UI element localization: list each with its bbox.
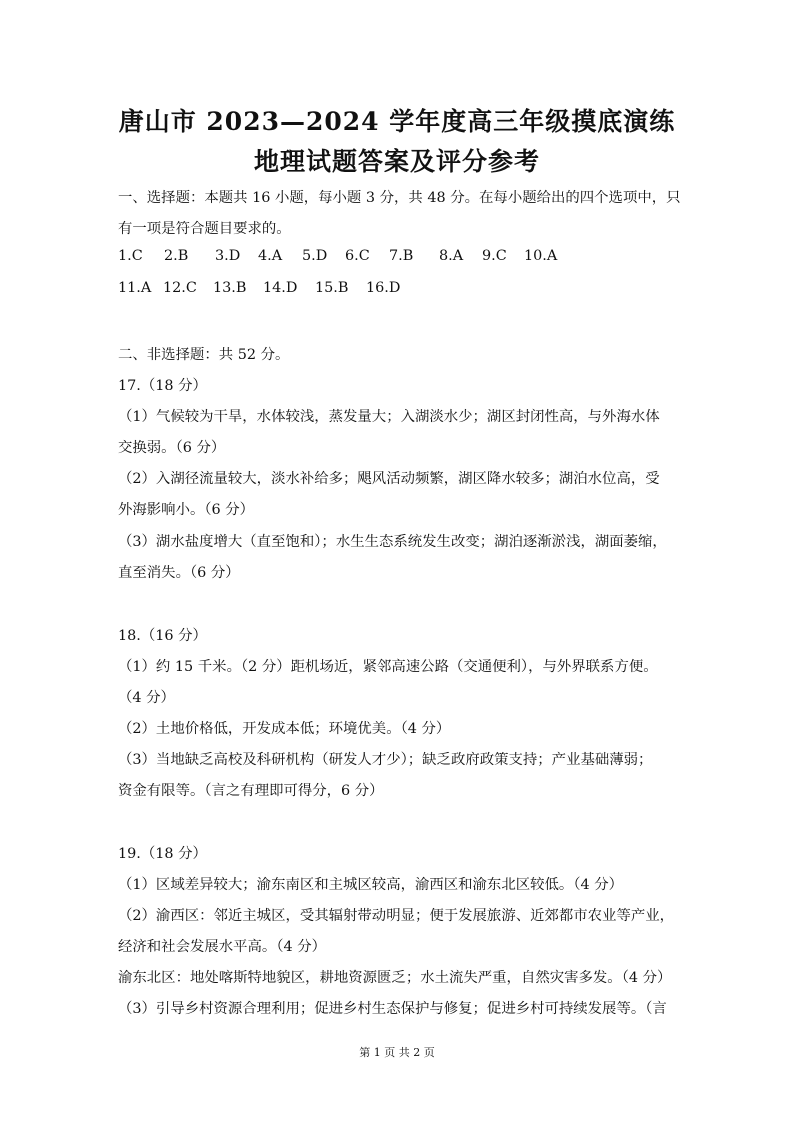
answer-item: 13.B (213, 280, 247, 296)
title-line-2: 地理试题答案及评分参考 (253, 147, 540, 176)
q19-line-4: 渝东北区：地处喀斯特地貌区，耕地资源匮乏；水土流失严重，自然灾害多发。（4 分） (118, 970, 672, 986)
section1-intro-line-1: 一、选择题：本题共 16 小题，每小题 3 分，共 48 分。在每小题给出的四个选项中，只 (118, 190, 681, 206)
q19-line-3: 经济和社会发展水平高。（4 分） (118, 939, 326, 955)
title-line-1: 唐山市 2023—2024 学年度高三年级摸底演练 (118, 107, 676, 136)
answer-item: 2.B (164, 248, 189, 264)
answer-item: 1.C (118, 248, 143, 264)
q18-line-2: （4 分） (118, 690, 175, 706)
q19-line-2: （2）渝西区：邻近主城区，受其辐射带动明显；便于发展旅游、近郊都市农业等产业， (118, 908, 675, 924)
answer-item: 4.A (258, 248, 283, 264)
answer-item: 15.B (315, 280, 349, 296)
answer-item: 3.D (215, 248, 241, 264)
q18-heading: 18.（16 分） (118, 628, 207, 644)
page-footer: 第 1 页 共 2 页 (359, 1046, 435, 1059)
answer-item: 6.C (345, 248, 370, 264)
answer-item: 10.A (524, 248, 558, 264)
q17-line-1: （1）气候较为干旱，水体较浅，蒸发量大；入湖淡水少；湖区封闭性高，与外海水体 (118, 409, 660, 425)
section2-heading: 二、非选择题：共 52 分。 (118, 347, 290, 363)
answer-item: 9.C (482, 248, 507, 264)
answer-item: 11.A (118, 280, 152, 296)
answer-item: 5.D (302, 248, 328, 264)
section1-intro-line-2: 有一项是符合题目要求的。 (118, 221, 291, 237)
q18-line-5: 资金有限等。（言之有理即可得分，6 分） (118, 783, 384, 799)
q17-line-2: 交换弱。（6 分） (118, 440, 226, 456)
q17-line-5: （3）湖水盐度增大（直至饱和）；水生生态系统发生改变；湖泊逐渐淤浅，湖面萎缩， (118, 534, 667, 550)
q17-line-6: 直至消失。（6 分） (118, 565, 240, 581)
q19-line-1: （1）区域差异较大；渝东南区和主城区较高，渝西区和渝东北区较低。（4 分） (118, 877, 623, 893)
q17-line-3: （2）入湖径流量较大，淡水补给多；飓风活动频繁，湖区降水较多；湖泊水位高，受 (118, 471, 660, 487)
answer-row-1 (118, 248, 557, 264)
q18-line-1: （1）约 15 千米。（2 分）距机场近，紧邻高速公路（交通便利），与外界联系方便。 (118, 659, 658, 675)
answer-item: 8.A (439, 248, 464, 264)
answer-item: 12.C (163, 280, 197, 296)
answer-item: 16.D (366, 280, 401, 296)
q19-heading: 19.（18 分） (118, 846, 207, 862)
q18-line-4: （3）当地缺乏高校及科研机构（研发人才少）；缺乏政府政策支持；产业基础薄弱； (118, 752, 653, 768)
q19-line-5: （3）引导乡村资源合理利用；促进乡村生态保护与修复；促进乡村可持续发展等。（言 (118, 1001, 667, 1017)
answer-item: 14.D (263, 280, 298, 296)
q18-line-3: （2）土地价格低，开发成本低；环境优美。（4 分） (118, 721, 451, 737)
answer-item: 7.B (389, 248, 414, 264)
answer-row-2 (118, 280, 400, 296)
q17-line-4: 外海影响小。（6 分） (118, 502, 255, 518)
q17-heading: 17.（18 分） (118, 378, 207, 394)
